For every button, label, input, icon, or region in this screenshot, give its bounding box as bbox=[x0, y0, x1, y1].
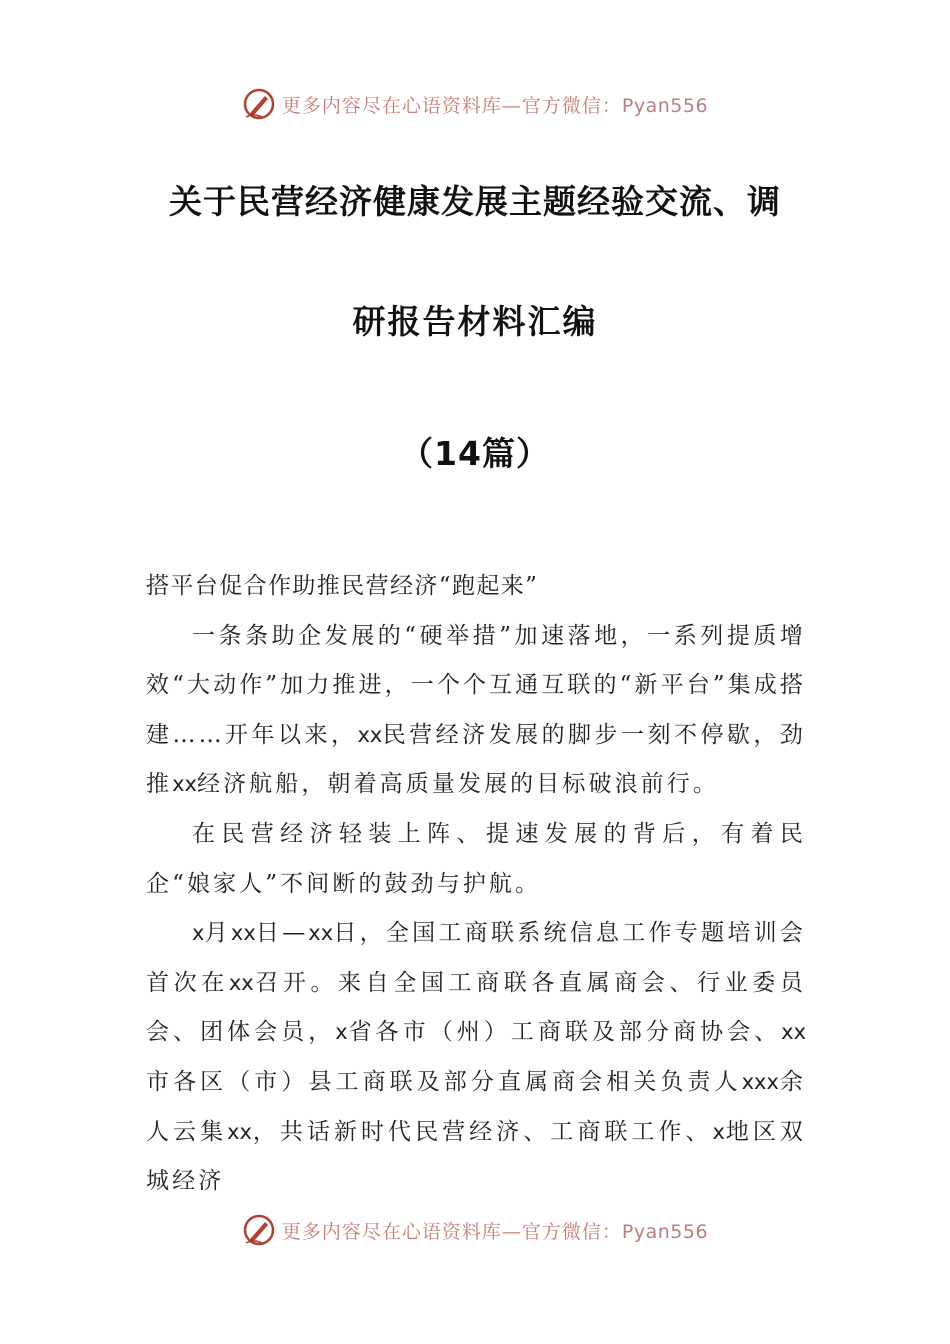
article-count: （14篇） bbox=[400, 434, 550, 473]
watermark-contact: Pyan556 bbox=[621, 1220, 709, 1243]
body-paragraph: 一条条助企发展的“硬举措”加速落地，一系列提质增效“大动作”加力推进，一个个互通互联的“新平台”集成搭建……开年以来，xx民营经济发展的脚步一刻不停歇，劲推xx经济航船，朝着高质量发展的目标破浪前行。 bbox=[146, 622, 806, 798]
document-title-line-1: 关于民营经济健康发展主题经验交流、调 bbox=[169, 182, 781, 221]
footer-watermark bbox=[0, 1210, 950, 1250]
article-title: 搭平台促合作助推民营经济“跑起来” bbox=[146, 573, 539, 599]
body-paragraph: 在民营经济轻装上阵、提速发展的背后，有着民企“娘家人”不间断的鼓劲与护航。 bbox=[146, 820, 806, 897]
watermark-contact: Pyan556 bbox=[621, 94, 709, 117]
watermark-text: 更多内容尽在心语资料库—官方微信：Pyan556 bbox=[281, 1220, 709, 1243]
document-body bbox=[146, 562, 806, 1207]
pen-logo-icon bbox=[242, 1213, 276, 1247]
body-paragraph: x月xx日—xx日，全国工商联系统信息工作专题培训会首次在xx召开。来自全国工商联各直属商会、行业委员会、团体会员，x省各市（州）工商联及部分商协会、xx市各区（市）县工商联及部分直属商会相关负责人xxx余人云集xx，共话新时代民营经济、工商联工作、x地区双城经济 bbox=[146, 920, 806, 1195]
header-watermark bbox=[0, 84, 950, 124]
document-title-line-2: 研报告材料汇编 bbox=[352, 302, 598, 341]
watermark-text: 更多内容尽在心语资料库—官方微信：Pyan556 bbox=[281, 94, 709, 117]
pen-logo-icon bbox=[242, 87, 276, 121]
